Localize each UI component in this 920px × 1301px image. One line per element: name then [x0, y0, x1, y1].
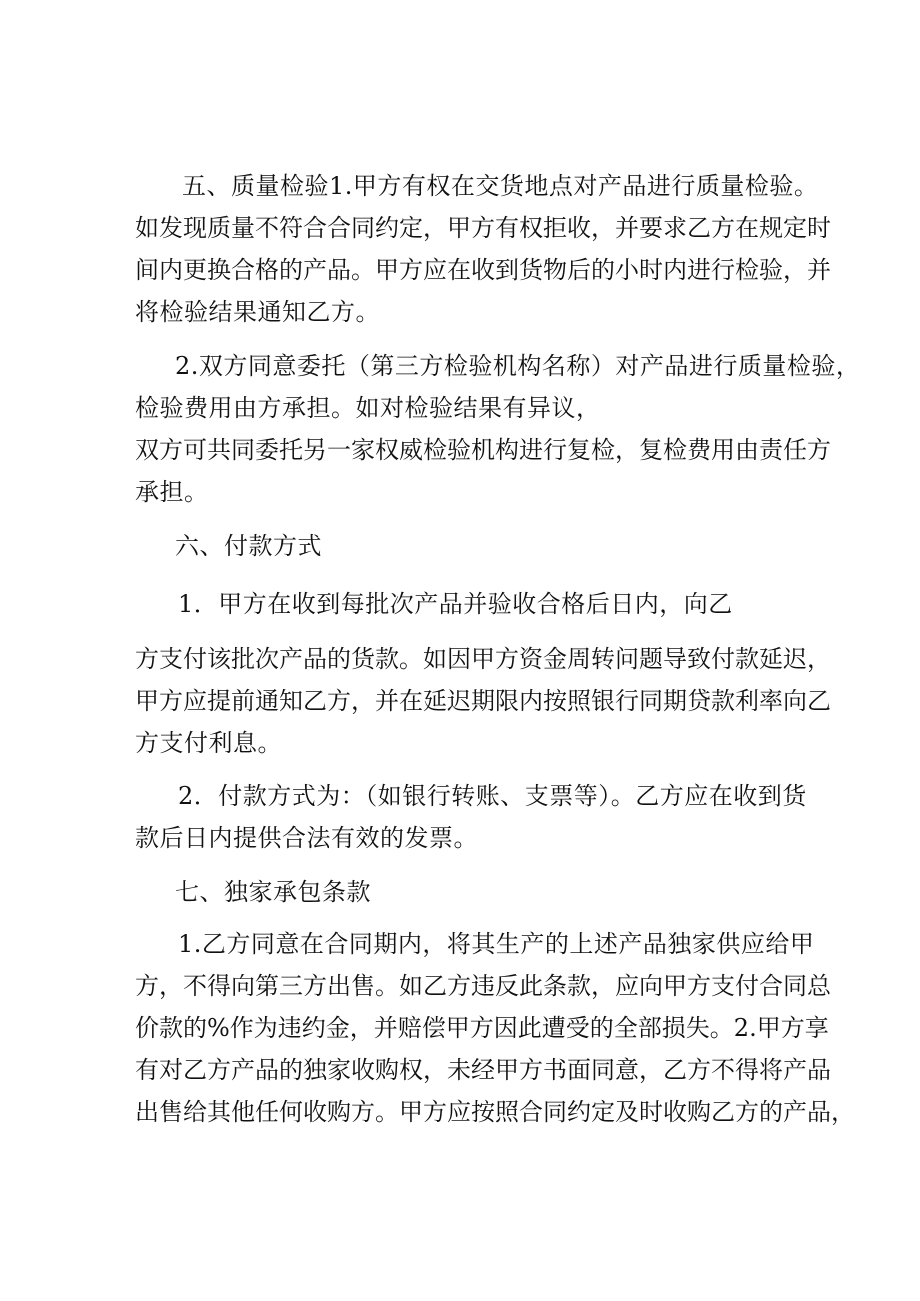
section-heading: 七、独家承包条款 — [175, 878, 371, 906]
paragraph-line: 将检验结果通知乙方。 — [135, 298, 380, 326]
paragraph-line: 双方可共同委托另一家权威检验机构进行复检，复检费用由责任方 — [135, 436, 831, 464]
paragraph-line: 五、质量检验1.甲方有权在交货地点对产品进行质量检验。 — [182, 172, 819, 200]
paragraph-line: 方支付该批次产品的货款。如因甲方资金周转问题导致付款延迟， — [135, 645, 831, 673]
paragraph-line: 方支付利息。 — [135, 729, 282, 757]
paragraph-line: 1．甲方在收到每批次产品并验收合格后日内，向乙 — [178, 590, 733, 618]
paragraph-line: 承担。 — [135, 478, 209, 506]
paragraph-line: 甲方应提前通知乙方，并在延迟期限内按照银行同期贷款利率向乙 — [135, 687, 831, 715]
paragraph-line: 间内更换合格的产品。甲方应在收到货物后的小时内进行检验，并 — [135, 256, 831, 284]
paragraph-line: 1.乙方同意在合同期内，将其生产的上述产品独家供应给甲 — [178, 930, 815, 958]
paragraph-line: 款后日内提供合法有效的发票。 — [135, 824, 478, 852]
paragraph-line: 检验费用由方承担。如对检验结果有异议， — [135, 394, 601, 422]
paragraph-line: 价款的%作为违约金，并赔偿甲方因此遭受的全部损失。2.甲方享 — [135, 1014, 829, 1042]
section-heading: 六、付款方式 — [175, 532, 322, 560]
paragraph-line: 出售给其他任何收购方。甲方应按照合同约定及时收购乙方的产品， — [135, 1098, 855, 1126]
paragraph-line: 2.双方同意委托（第三方检验机构名称）对产品进行质量检验， — [175, 352, 861, 380]
paragraph-line: 如发现质量不符合合同约定，甲方有权拒收，并要求乙方在规定时 — [135, 214, 831, 242]
paragraph-line: 方，不得向第三方出售。如乙方违反此条款，应向甲方支付合同总 — [135, 972, 831, 1000]
paragraph-line: 2．付款方式为：（如银行转账、支票等）。乙方应在收到货 — [178, 782, 807, 810]
paragraph-line: 有对乙方产品的独家收购权，未经甲方书面同意，乙方不得将产品 — [135, 1056, 831, 1084]
